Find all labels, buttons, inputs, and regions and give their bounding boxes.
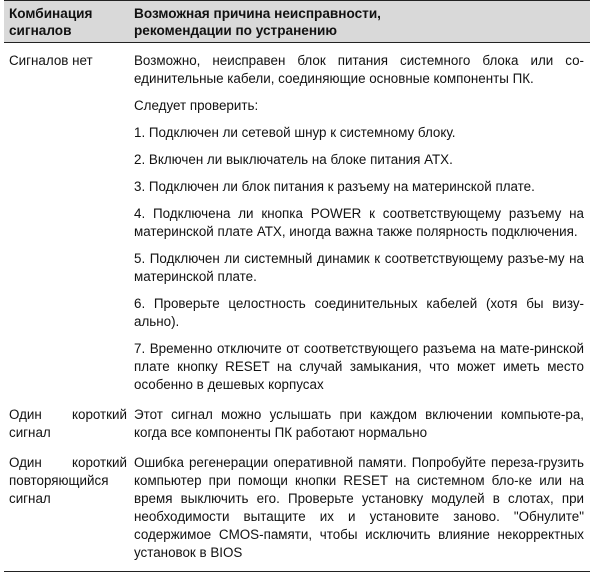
checklist-item: 2. Включен ли выключатель на блоке питания АТХ. bbox=[134, 152, 453, 167]
checklist-item: 5. Подключен ли системный динамик к соответствующему разъе-му на материнской плате. bbox=[134, 251, 584, 284]
checklist-item: 4. Подключена ли кнопка POWER к соответствующему разъему на материнской плате АТХ, иногда важна также полярность подключения. bbox=[134, 206, 584, 239]
header-col2-line2: рекомендации по устранению bbox=[134, 23, 338, 38]
signal-line: сигнал bbox=[9, 425, 51, 440]
header-col1-line2: сигналов bbox=[9, 23, 72, 38]
checklist-item: 7. Временно отключите от соответствующего разъема на мате-ринской плате кнопку RESET на случай замыкания, что может иметь место особенно в дешевых корпусах bbox=[134, 341, 584, 392]
checklist-item: 3. Подключен ли блок питания к разъему на материнской плате. bbox=[134, 179, 535, 194]
table-bottom-rule bbox=[4, 571, 590, 572]
header-col2-line1: Возможная причина неисправности, bbox=[134, 6, 381, 21]
signal-line: сигнал bbox=[9, 491, 51, 506]
signal-line: Один короткий bbox=[9, 407, 127, 422]
table-row-one-short-signal bbox=[4, 406, 590, 442]
table-header bbox=[4, 0, 590, 43]
cause-cell bbox=[134, 52, 584, 394]
signal-line: повторяющийся bbox=[9, 473, 109, 488]
cause-paragraph: Ошибка регенерации оперативной памяти. Попробуйте переза-грузить компьютер при помощи кнопки RESET на системном бло-ке или на время выключить его. Проверьте установку модулей в слотах, при необходимости вытащите их и установите заново. "Обнулите" содержимое CMOS-памяти, чтобы исключить влияние некорректных установок в BIOS bbox=[134, 455, 584, 560]
cause-paragraph: Этот сигнал можно услышать при каждом включении компьюте-ра, когда все компоненты ПК работают нормально bbox=[134, 407, 584, 440]
cause-cell bbox=[134, 454, 584, 562]
signal-cell bbox=[9, 406, 127, 442]
cause-cell bbox=[134, 406, 584, 442]
header-cause-column bbox=[134, 5, 584, 39]
table-row-no-signals bbox=[4, 52, 590, 394]
cause-paragraph: Возможно, неисправен блок питания системного блока или со-единительные кабели, соединяющие основные компоненты ПК. bbox=[134, 53, 584, 86]
table-body bbox=[4, 52, 590, 562]
cause-paragraph: Следует проверить: bbox=[134, 98, 259, 113]
checklist-item: 6. Проверьте целостность соединительных кабелей (хотя бы визу-ально). bbox=[134, 296, 584, 329]
signal-line: Один короткий bbox=[9, 455, 127, 470]
table-row-one-short-repeating-signal bbox=[4, 454, 590, 562]
header-col1-line1: Комбинация bbox=[9, 6, 93, 21]
troubleshooting-table bbox=[4, 0, 590, 572]
header-signals-column bbox=[9, 5, 119, 39]
signal-cell: Сигналов нет bbox=[9, 53, 93, 68]
checklist-item: 1. Подключен ли сетевой шнур к системному блоку. bbox=[134, 125, 456, 140]
signal-cell bbox=[9, 454, 127, 508]
